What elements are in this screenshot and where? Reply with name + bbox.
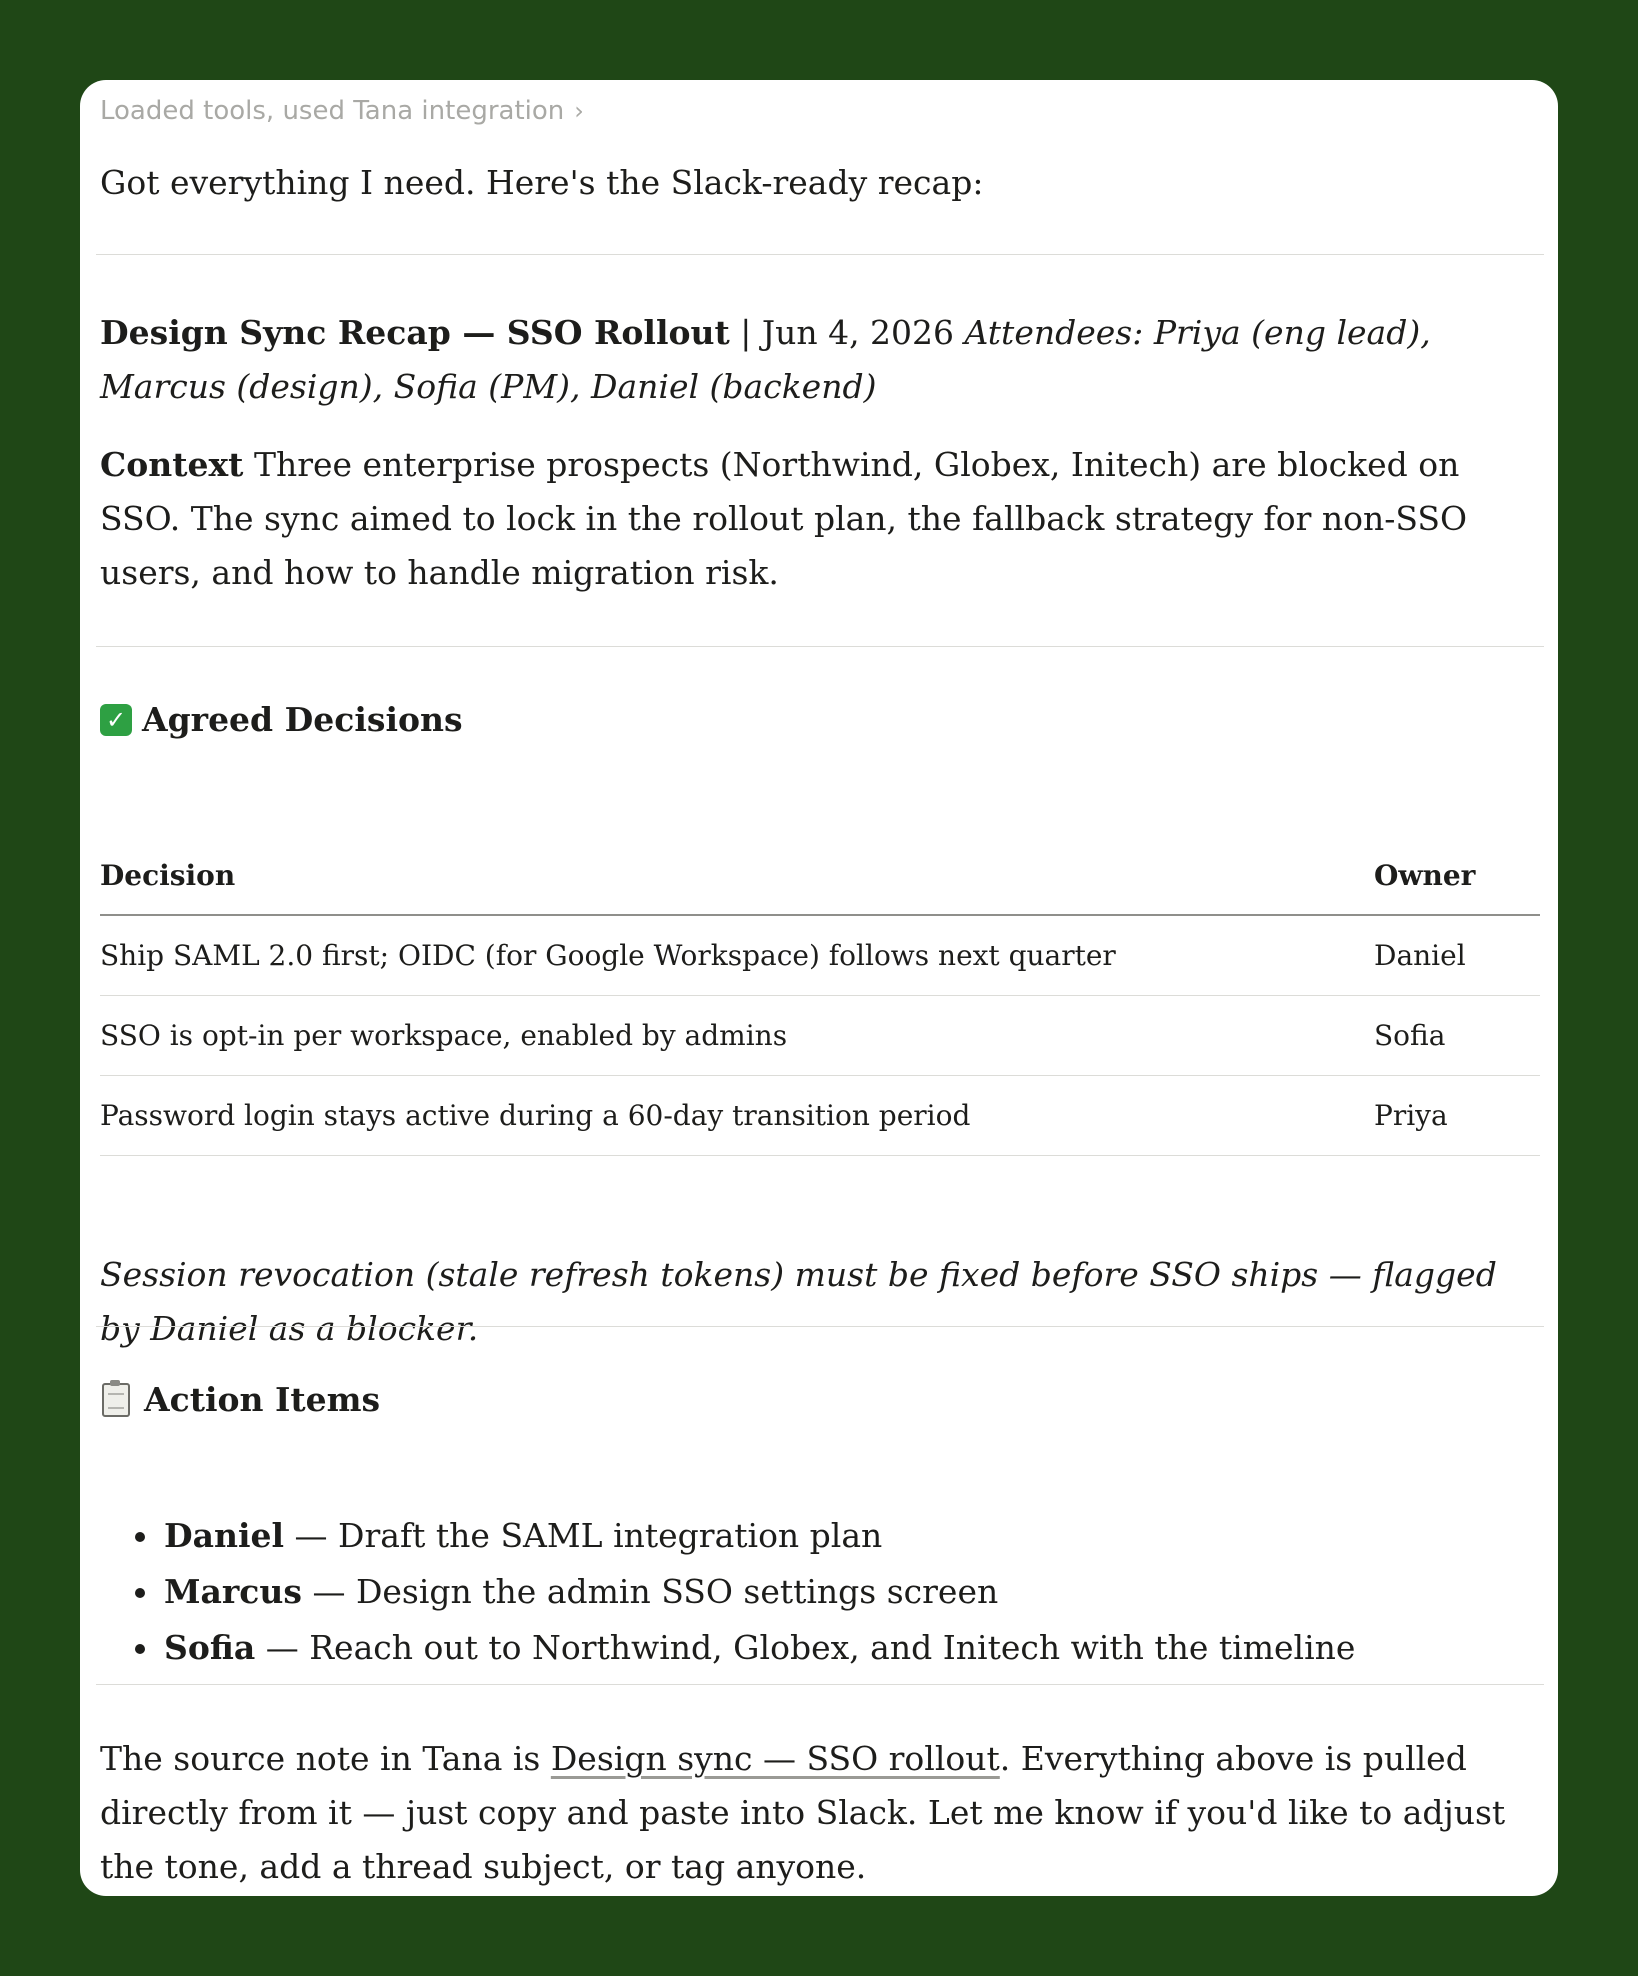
action-items-list [100, 1508, 1518, 1676]
action-text: — Draft the SAML integration plan [284, 1516, 883, 1555]
tool-usage-label: Loaded tools, used Tana integration [100, 96, 565, 126]
footer-text-after: . Everything above is pulled directly from it — just copy and paste into Slack. Let me know if you'd like to adjust the tone, add a thread subject, or tag anyone. [100, 1739, 1506, 1886]
check-mark-button-icon: ✓ [100, 704, 132, 736]
footer-paragraph [100, 1732, 1518, 1894]
action-items-title: Action Items [144, 1380, 381, 1419]
table-row [100, 1076, 1540, 1156]
context-paragraph [100, 438, 1518, 600]
action-text: — Reach out to Northwind, Globex, and Initech with the timeline [255, 1628, 1356, 1667]
divider [96, 1326, 1544, 1327]
table-row [100, 996, 1540, 1076]
divider [96, 254, 1544, 255]
intro-text: Got everything I need. Here's the Slack-ready recap: [100, 163, 984, 202]
action-text: — Design the admin SSO settings screen [301, 1572, 999, 1611]
tana-note-link[interactable]: Design sync — SSO rollout [550, 1739, 1000, 1778]
owner-cell: Sofia [1374, 996, 1540, 1076]
divider [96, 1684, 1544, 1685]
blocker-note: Session revocation (stale refresh tokens) must be fixed before SSO ships — flagged by Daniel as a blocker. [100, 1255, 1497, 1348]
decision-cell: Ship SAML 2.0 first; OIDC (for Google Workspace) follows next quarter [100, 915, 1374, 996]
decision-cell: SSO is opt-in per workspace, enabled by admins [100, 996, 1374, 1076]
context-label: Context [100, 445, 244, 484]
decisions-table [100, 836, 1540, 1156]
clipboard-icon [102, 1383, 130, 1417]
tool-usage-disclosure[interactable] [100, 96, 584, 126]
decisions-title: Agreed Decisions [142, 700, 463, 739]
action-items-heading [100, 1380, 1518, 1419]
chevron-right-icon: › [574, 97, 584, 125]
decision-cell: Password login stays active during a 60-day transition period [100, 1076, 1374, 1156]
recap-title: Design Sync Recap — SSO Rollout [100, 313, 730, 352]
owner-cell: Priya [1374, 1076, 1540, 1156]
owner-cell: Daniel [1374, 915, 1540, 996]
context-text: Three enterprise prospects (Northwind, Globex, Initech) are blocked on SSO. The sync aimed to lock in the rollout plan, the fallback strategy for non-SSO users, and how to handle migration risk. [100, 445, 1468, 592]
recap-attendees: Attendees: Priya (eng lead), Marcus (design), Sofia (PM), Daniel (backend) [100, 313, 1431, 406]
divider [96, 646, 1544, 647]
recap-header [100, 306, 1518, 414]
decisions-heading [100, 700, 1518, 739]
list-item [162, 1620, 1518, 1676]
recap-separator: | [729, 313, 762, 352]
recap-date: Jun 4, 2026 [761, 313, 955, 352]
table-row [100, 915, 1540, 996]
action-owner: Daniel [164, 1516, 285, 1555]
column-header-owner: Owner [1374, 836, 1540, 915]
table-header-row [100, 836, 1540, 915]
action-owner: Marcus [164, 1572, 302, 1611]
column-header-decision: Decision [100, 836, 1374, 915]
list-item [162, 1508, 1518, 1564]
assistant-message-card [80, 80, 1558, 1896]
action-owner: Sofia [164, 1628, 256, 1667]
footer-text-before: The source note in Tana is [100, 1739, 551, 1778]
list-item [162, 1564, 1518, 1620]
